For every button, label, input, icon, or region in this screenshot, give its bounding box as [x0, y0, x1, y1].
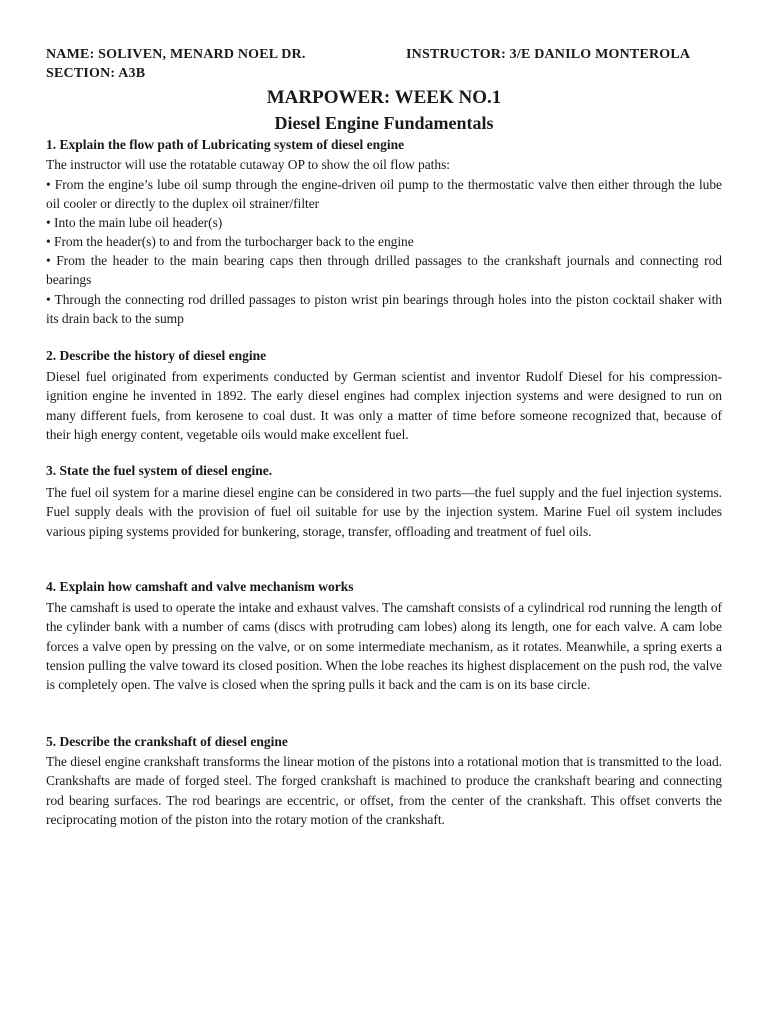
answer-1-bullet: • From the engine’s lube oil sump through the engine-driven oil pump to the thermostatic valve then either through the lube oil cooler or directly to the duplex oil strainer/filter: [46, 177, 722, 212]
answer-2: Diesel fuel originated from experiments conducted by German scientist and inventor Rudolf Diesel for his compression-ignition engine he invented in 1892. The early diesel engines had complex injection systems and were designed to run on many different fuels, from kerosene to coal dust. It was only a matter of time before someone recognized that, because of their high energy content, vegetable oils would make excellent fuel.: [46, 369, 722, 442]
answer-3: The fuel oil system for a marine diesel engine can be considered in two parts—the fuel supply and the fuel injection systems. Fuel supply deals with the provision of fuel oil suitable for use by the injection system. Marine Fuel oil system includes various piping systems provided for bunkering, storage, transfer, offloading and treatment of fuel oils.: [46, 485, 722, 539]
page-subtitle: Diesel Engine Fundamentals: [274, 113, 494, 133]
page-title: MARPOWER: WEEK NO.1: [266, 87, 502, 108]
answer-1-bullet: • From the header(s) to and from the turbocharger back to the engine: [46, 234, 414, 249]
question-2: 2. Describe the history of diesel engine: [46, 348, 267, 363]
answer-1-intro: The instructor will use the rotatable cutaway OP to show the oil flow paths:: [46, 157, 450, 172]
question-3: 3. State the fuel system of diesel engine.: [46, 463, 273, 478]
answer-1-bullet: • From the header to the main bearing caps then through drilled passages to the crankshaft journals and connecting rod bearings: [46, 253, 722, 288]
answer-1-bullet: • Into the main lube oil header(s): [46, 215, 223, 230]
answer-5: The diesel engine crankshaft transforms the linear motion of the pistons into a rotational motion that is transmitted to the load. Crankshafts are made of forged steel. The forged crankshaft is machined to produce the crankshaft bearing and connecting rod bearing surfaces. The rod bearings are eccentric, or offset, from the center of the crankshaft. This offset converts the reciprocating motion of the piston into the rotary motion of the crankshaft.: [46, 754, 722, 827]
question-5: 5. Describe the crankshaft of diesel engine: [46, 734, 288, 749]
student-name: NAME: SOLIVEN, MENARD NOEL DR.: [46, 47, 306, 62]
question-4: 4. Explain how camshaft and valve mechanism works: [46, 579, 354, 594]
section-label: SECTION: A3B: [46, 66, 146, 81]
question-1: 1. Explain the flow path of Lubricating system of diesel engine: [46, 137, 405, 152]
instructor-name: INSTRUCTOR: 3/E DANILO MONTEROLA: [406, 47, 691, 62]
answer-1-bullet: • Through the connecting rod drilled passages to piston wrist pin bearings through holes into the piston cocktail shaker with its drain back to the sump: [46, 292, 722, 327]
answer-4: The camshaft is used to operate the intake and exhaust valves. The camshaft consists of a cylindrical rod running the length of the cylinder bank with a number of cams (discs with protruding cam lobes) along its length, one for each valve. A cam lobe forces a valve open by pressing on the valve, or on some intermediate mechanism, as it rotates. Meanwhile, a spring exerts a tension pulling the valve toward its closed position. When the lobe reaches its highest displacement on the push rod, the valve is completely open. The valve is closed when the spring pulls it back and the cam is on its base circle.: [46, 600, 722, 693]
